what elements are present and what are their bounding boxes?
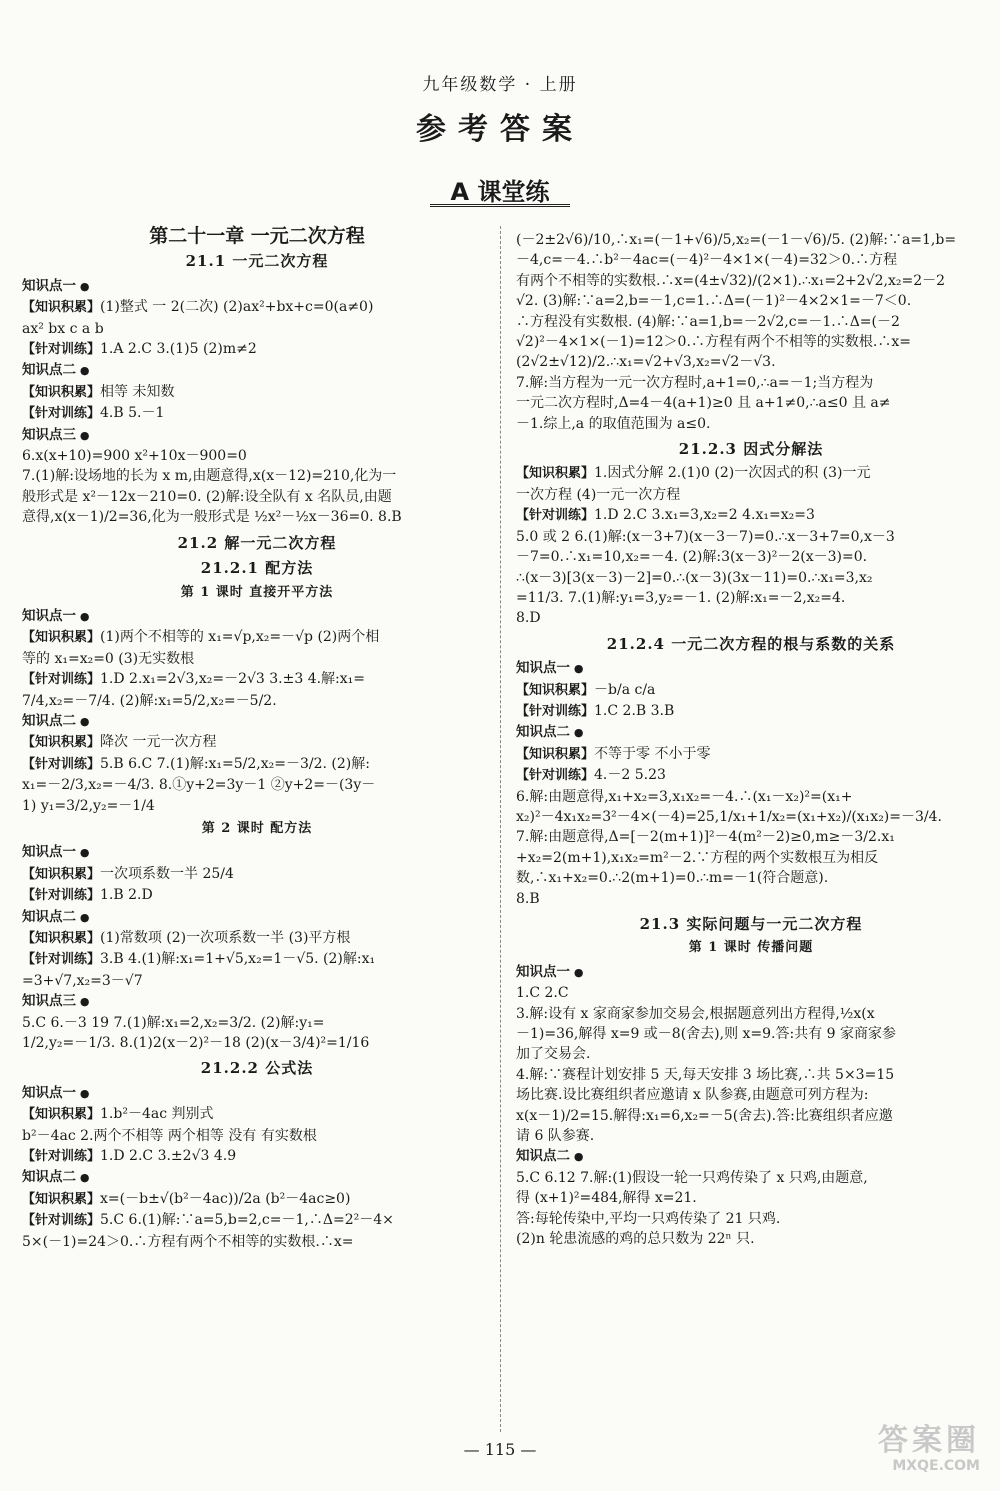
line-text: (2√2±√12)/2.∴x₁=√2+√3,x₂=√2－√3. (516, 354, 776, 371)
answer-line (516, 1024, 986, 1044)
line-text: 21.2.4 一元二次方程的根与系数的关系 (606, 634, 896, 653)
line-text: 1.C 2.C (516, 985, 569, 1002)
line-text: －1)=36,解得 x=9 或－8(舍去),则 x=9.答:共有 9 家商家参 (516, 1026, 897, 1043)
line-text: 1) y₁=3/2,y₂=－1/4 (22, 797, 155, 814)
line-text: 有两个不相等的实数根.∴x=(4±√32)/(2×1).∴x₁=2+2√2,x₂=2－2 (516, 272, 946, 289)
line-text: (1)两个不相等的 x₁=√p,x₂=－√p (2)两个相 (100, 629, 380, 646)
line-text: 一次方程 (4)一元一次方程 (516, 486, 681, 503)
line-text: 一元二次方程时,Δ=4－4(a+1)≥0 且 a+1≠0,∴a≤0 且 a≠ (516, 395, 891, 412)
line-text: 6.x(x+10)=900 x²+10x－900=0 (22, 448, 247, 465)
answer-line (516, 1044, 986, 1064)
left-column (22, 222, 492, 1252)
answer-line (516, 547, 986, 567)
answer-line (516, 1229, 986, 1249)
line-text: 1.B 2.D (100, 887, 153, 904)
line-text: (1)整式 一 2(二次) (2)ax²+bx+c=0(a≠0) (100, 299, 374, 316)
line-text: 知识点一 (22, 844, 76, 861)
line-text: 意得,x(x－1)/2=36,化为一般形式是 ½x²－½x－36=0. 8.B (22, 509, 402, 526)
line-text: ∴方程没有实数根. (4)解:∵a=1,b=－2√2,c=－1.∴Δ=(－2 (516, 313, 900, 330)
answer-line (516, 827, 986, 847)
answer-line (22, 1126, 492, 1146)
line-text: 知识点二 (516, 1148, 570, 1165)
line-text: 6.解:由题意得,x₁+x₂=3,x₁x₂=－4.∴(x₁－x₂)²=(x₁+ (516, 788, 853, 805)
answer-tag: 【针对训练】 (22, 1149, 101, 1165)
line-text: 加了交易会. (516, 1046, 591, 1063)
line-text: 等的 x₁=x₂=0 (3)无实数根 (22, 650, 195, 667)
answer-line (22, 627, 492, 648)
line-text: 8.D (516, 610, 541, 627)
answer-line (22, 949, 492, 970)
answer-line (22, 1210, 492, 1231)
answer-line (516, 250, 986, 270)
line-text: x(x－1)/2=15.解得:x₁=6,x₂=－5(舍去).答:比赛组织者应邀 (516, 1107, 893, 1124)
answer-tag: 【针对训练】 (22, 342, 101, 358)
line-text: 21.3 实际问题与一元二次方程 (639, 915, 863, 933)
line-text: =3+√7,x₂=3－√7 (22, 972, 143, 989)
section-heading (22, 251, 492, 271)
answer-line (22, 1189, 492, 1210)
answer-line (516, 373, 986, 393)
line-text: 知识点二 (22, 712, 76, 729)
watermark-url: MXQE.COM (892, 1458, 980, 1474)
column-divider (500, 226, 501, 1432)
line-text: 第 2 课时 配方法 (201, 820, 313, 836)
section-heading (22, 1058, 492, 1078)
answer-line (22, 971, 492, 991)
answer-tag: 【知识积累】 (22, 931, 101, 946)
line-text: 场比赛.设比赛组织者应邀请 x 队参赛,由题意可列方程为: (516, 1087, 869, 1104)
line-text: =11/3. 7.(1)解:y₁=3,y₂=－1. (2)解:x₁=－2,x₂=4. (516, 589, 846, 606)
answer-tag: 【针对训练】 (22, 1213, 101, 1229)
answer-tag: 【针对训练】 (22, 672, 101, 688)
answer-tag: 【知识积累】 (22, 735, 101, 751)
line-text: 知识点二 (22, 908, 76, 925)
line-text: 不等于零 不小于零 (594, 745, 711, 762)
answer-line (516, 230, 986, 250)
section-heading (22, 533, 492, 553)
answer-line (516, 1085, 986, 1105)
answer-line (516, 744, 986, 765)
line-text: 4.－2 5.23 (594, 767, 666, 784)
line-text: 请 6 队参赛. (516, 1128, 595, 1145)
answer-line (22, 1104, 492, 1125)
answer-line (22, 775, 492, 795)
knowledge-point-label (22, 711, 492, 732)
answer-tag: 【针对训练】 (22, 888, 101, 904)
knowledge-point-label (516, 1146, 986, 1167)
line-text: 第 1 课时 传播问题 (688, 940, 814, 956)
answer-tag: 【针对训练】 (22, 406, 101, 422)
answer-line (516, 463, 986, 484)
knowledge-point-label (516, 658, 986, 679)
book-header: 九年级数学 · 上册 (422, 75, 578, 95)
line-text: 7.解:当方程为一元一次方程时,a+1=0,∴a=－1;当方程为 (516, 374, 874, 391)
answer-tag: 【知识积累】 (22, 866, 101, 882)
line-text: 3.解:设有 x 家商家参加交易会,根据题意列出方程得,½x(x (516, 1005, 875, 1022)
answer-line (22, 466, 492, 486)
line-text: 第 1 课时 直接开平方法 (180, 584, 334, 600)
section-heading (516, 914, 986, 934)
answer-line (516, 414, 986, 434)
line-text: 知识点二 (516, 724, 570, 741)
line-text: 5.C 6.－3 19 7.(1)解:x₁=2,x₂=3/2. (2)解:y₁= (22, 1014, 325, 1031)
line-text: 第二十一章 一元二次方程 (149, 225, 365, 247)
line-text: 5.B 6.C 7.(1)解:x₁=5/2,x₂=－3/2. (2)解: (100, 755, 370, 772)
line-text: 8.B (516, 890, 540, 907)
answer-line (22, 297, 492, 318)
answer-line (516, 568, 986, 588)
line-text: 7.解:由题意得,Δ=[－2(m+1)]²－4(m²－2)≥0,m≥－3/2.x₁ (516, 829, 895, 846)
line-text: 21.2.2 公式法 (200, 1059, 314, 1078)
answer-line (22, 691, 492, 711)
answer-tag: 【知识积累】 (22, 1107, 101, 1123)
line-text: 1/2,y₂=－1/3. 8.(1)2(x－2)²－18 (2)(x－3/4)²=1/16 (22, 1035, 370, 1052)
line-text: 知识点一 (22, 277, 76, 294)
line-text: 知识点一 (516, 660, 570, 677)
line-text: 4.解:∵赛程计划安排 5 天,每天安排 3 场比赛,∴共 5×3=15 (516, 1066, 895, 1083)
page-number: — 115 — (463, 1440, 537, 1459)
answer-line (516, 505, 986, 526)
line-text: 般形式是 x²－12x－210=0. (2)解:设全队有 x 名队员,由题 (22, 488, 392, 505)
knowledge-point-label (22, 1083, 492, 1104)
answer-tag: 【知识积累】 (516, 682, 595, 698)
answer-tag: 【知识积累】 (516, 466, 595, 482)
answer-line (516, 588, 986, 608)
line-text: －1.综上,a 的取值范围为 a≤0. (516, 415, 711, 432)
line-text: 21.2 解一元二次方程 (177, 533, 337, 552)
line-text: x=(－b±√(b²－4ac))/2a (b²－4ac≥0) (100, 1190, 351, 1207)
knowledge-point-label (516, 962, 986, 983)
line-text: 1.因式分解 2.(1)0 (2)一次因式的积 (3)一元 (594, 465, 871, 482)
line-text: 3.B 4.(1)解:x₁=1+√5,x₂=1－√5. (2)解:x₁ (100, 951, 376, 968)
knowledge-point-label (22, 606, 492, 627)
answer-line (516, 332, 986, 352)
answer-line (516, 312, 986, 332)
line-text: 4.B 5.－1 (100, 405, 165, 422)
page-title: 参考答案 (416, 112, 584, 147)
knowledge-point-label (22, 842, 492, 863)
line-text: (－2±2√6)/10,∴x₁=(－1+√6)/5,x₂=(－1－√6)/5. (2)解:∵a=1,b= (516, 232, 957, 248)
line-text: 知识点二 (22, 1169, 76, 1186)
answer-line (516, 787, 986, 807)
line-text: 1.A 2.C 3.(1)5 (2)m≠2 (100, 341, 257, 358)
answer-line (516, 393, 986, 413)
line-text: 1.b²－4ac 判别式 (100, 1106, 214, 1123)
answer-tag: 【针对训练】 (22, 756, 101, 772)
line-text: 21.2.1 配方法 (200, 559, 314, 578)
answer-line (22, 319, 492, 339)
chapter-heading (22, 226, 492, 246)
knowledge-point-label (22, 276, 492, 297)
section-heading (516, 439, 986, 459)
line-text: x₂)²－4x₁x₂=3²－4×(－4)=25,1/x₁+1/x₂=(x₁+x₂)/(x₁x₂)=－3/4. (516, 808, 942, 825)
line-text: 21.2.3 因式分解法 (678, 440, 824, 459)
answer-line (516, 1126, 986, 1146)
line-text: －7=0.∴x₁=10,x₂=－4. (2)解:3(x－3)²－2(x－3)=0. (516, 549, 868, 566)
watermark-logo (810, 1423, 980, 1482)
answer-tag: 【知识积累】 (516, 746, 595, 762)
lesson-heading (516, 938, 986, 958)
line-text: 答:每轮传染中,平均一只鸡传染了 21 只鸡. (516, 1210, 781, 1227)
line-text: 得 (x+1)²=484,解得 x=21. (516, 1190, 697, 1207)
answer-line (516, 868, 986, 888)
answer-tag: 【知识积累】 (22, 384, 101, 400)
answer-line (22, 1033, 492, 1053)
knowledge-point-label (22, 360, 492, 381)
watermark-text: 答案圈 (878, 1423, 980, 1458)
line-text: √2. (3)解:∵a=2,b=－1,c=1.∴Δ=(－1)²－4×2×1=－7＜0. (516, 293, 912, 310)
answer-line (516, 527, 986, 547)
line-text: 1.D 2.C 3.x₁=3,x₂=2 4.x₁=x₂=3 (594, 507, 815, 524)
section-heading (516, 634, 986, 654)
right-column (516, 230, 986, 1250)
line-text: 1.D 2.x₁=2√3,x₂=－2√3 3.±3 4.解:x₁= (100, 671, 366, 688)
line-text: 相等 未知数 (100, 383, 175, 400)
answer-tag: 【知识积累】 (22, 630, 101, 646)
answer-line (22, 754, 492, 775)
knowledge-point-label (22, 991, 492, 1012)
line-text: 数,∴x₁+x₂=0.∴2(m+1)=0.∴m=－1(符合题意). (516, 870, 829, 887)
line-text: 5×(－1)=24＞0.∴方程有两个不相等的实数根.∴x= (22, 1233, 354, 1250)
line-text: +x₂=2(m+1),x₁x₂=m²－2.∵方程的两个实数根互为相反 (516, 849, 879, 866)
answer-line (516, 1168, 986, 1188)
answer-line (22, 649, 492, 669)
line-text: 一次项系数一半 25/4 (100, 865, 234, 882)
answer-line (516, 291, 986, 311)
answer-line (22, 1232, 492, 1252)
knowledge-point-label (516, 722, 986, 743)
answer-line (22, 928, 492, 949)
line-text: 7/4,x₂=－7/4. (2)解:x₁=5/2,x₂=－5/2. (22, 692, 277, 709)
answer-line (22, 1013, 492, 1033)
answer-line (516, 680, 986, 701)
line-text: 5.C 6.(1)解:∵a=5,b=2,c=－1,∴Δ=2²－4× (100, 1212, 394, 1229)
knowledge-point-label (22, 1167, 492, 1188)
line-text: 1.C 2.B 3.B (594, 702, 675, 719)
line-text: 降次 一元一次方程 (100, 734, 217, 751)
answer-line (516, 1004, 986, 1024)
answer-line (516, 485, 986, 505)
answer-line (22, 382, 492, 403)
answer-line (22, 403, 492, 424)
answer-line (22, 446, 492, 466)
section-heading (22, 558, 492, 578)
line-text: 知识点一 (516, 963, 570, 980)
knowledge-point-label (22, 907, 492, 928)
line-text: 7.(1)解:设场地的长为 x m,由题意得,x(x－12)=210,化为一 (22, 468, 397, 485)
answer-line (22, 339, 492, 360)
line-text: －4,c=－4.∴b²－4ac=(－4)²－4×1×(－4)=32＞0.∴方程 (516, 252, 898, 269)
line-text: 知识点三 (22, 426, 76, 443)
line-text: 5.C 6.12 7.解:(1)假设一轮一只鸡传染了 x 只鸡,由题意, (516, 1169, 868, 1186)
line-text: x₁=－2/3,x₂=－4/3. 8.①y+2=3y－1 ②y+2=－(3y－ (22, 777, 376, 794)
answer-line (22, 864, 492, 885)
line-text: 21.1 一元二次方程 (185, 252, 329, 271)
answer-line (516, 271, 986, 291)
lesson-heading (22, 583, 492, 603)
answer-tag: 【针对训练】 (516, 508, 595, 524)
answer-line (516, 983, 986, 1003)
answer-line (22, 885, 492, 906)
knowledge-point-label (22, 425, 492, 446)
answer-tag: 【知识积累】 (22, 1191, 101, 1207)
answer-line (516, 701, 986, 722)
lesson-heading (22, 819, 492, 839)
line-text: 知识点一 (22, 1084, 76, 1101)
line-text: 知识点三 (22, 993, 76, 1010)
line-text: b²－4ac 2.两个不相等 两个相等 没有 有实数根 (22, 1127, 317, 1144)
line-text: √2)²－4×1×(－1)=12＞0.∴方程有两个不相等的实数根.∴x= (516, 334, 911, 351)
line-text: 5.0 或 2 6.(1)解:(x－3+7)(x－3－7)=0.∴x－3+7=0,x－3 (516, 528, 895, 545)
line-text: 1.D 2.C 3.±2√3 4.9 (100, 1148, 237, 1165)
answer-line (22, 507, 492, 527)
line-text: ∴(x－3)[3(x－3)－2]=0.∴(x－3)(3x－11)=0.∴x₁=3,x₂ (516, 569, 873, 586)
answer-tag: 【针对训练】 (516, 768, 595, 784)
answer-line (22, 796, 492, 816)
line-text: 知识点二 (22, 362, 76, 379)
answer-line (22, 487, 492, 507)
answer-line (516, 848, 986, 868)
answer-line (516, 807, 986, 827)
section-title: A 课堂练 (450, 178, 550, 206)
line-text: 知识点一 (22, 607, 76, 624)
answer-line (516, 1209, 986, 1229)
answer-tag: 【针对训练】 (516, 703, 595, 719)
answer-line (516, 1106, 986, 1126)
section-underline (430, 204, 570, 207)
answer-line (22, 1146, 492, 1167)
answer-tag: 【针对训练】 (22, 952, 101, 968)
answer-tag: 【知识积累】 (22, 300, 101, 316)
answer-line (516, 608, 986, 628)
answer-line (22, 669, 492, 690)
line-text: (2)n 轮患流感的鸡的总只数为 22ⁿ 只. (516, 1231, 755, 1248)
answer-line (516, 1065, 986, 1085)
answer-line (516, 889, 986, 909)
answer-line (22, 732, 492, 753)
line-text: (1)常数项 (2)一次项系数一半 (3)平方根 (100, 930, 351, 946)
answer-line (516, 765, 986, 786)
line-text: －b/a c/a (594, 681, 656, 698)
answer-line (516, 1188, 986, 1208)
line-text: ax² bx c a b (22, 320, 104, 337)
answer-line (516, 352, 986, 372)
